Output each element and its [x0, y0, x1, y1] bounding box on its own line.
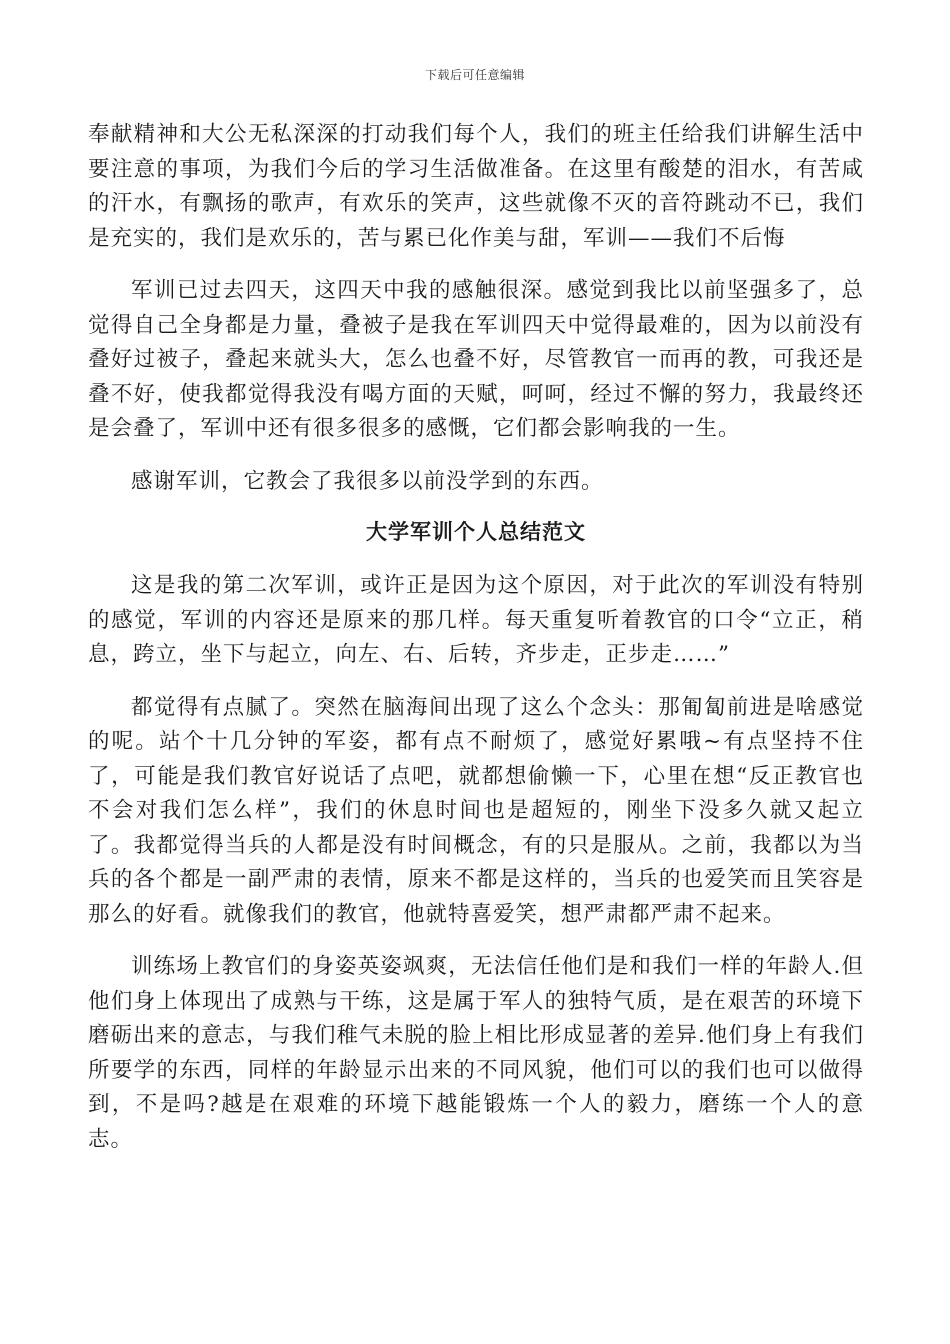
paragraph-1: 奉献精神和大公无私深深的打动我们每个人，我们的班主任给我们讲解生活中要注意的事项，为我们今后的学习生活做准备。在这里有酸楚的泪水，有苦咸的汗水，有飘扬的歌声，有欢乐的笑声，这些就像不灭的音符跳动不已，我们是充实的，我们是欢乐的，苦与累已化作美与甜，军训——我们不后悔 [88, 122, 864, 251]
paragraph-6: 训练场上教官们的身姿英姿飒爽，无法信任他们是和我们一样的年龄人.但他们身上体现出了成熟与干练，这是属于军人的独特气质，是在艰苦的环境下磨砺出来的意志，与我们稚气未脱的脸上相比形成显著的差异.他们身上有我们所要学的东西，同样的年龄显示出来的不同风貌，他们可以的我们也可以做得到，不是吗?越是在艰难的环境下越能锻炼一个人的毅力，磨练一个人的意志。 [88, 954, 864, 1152]
document-body [88, 118, 864, 1175]
paragraph-2: 军训已过去四天，这四天中我的感触很深。感觉到我比以前坚强多了，总觉得自己全身都是力量，叠被子是我在军训四天中觉得最难的，因为以前没有叠好过被子，叠起来就头大，怎么也叠不好，尽管教官一而再的教，可我还是叠不好，使我都觉得我没有喝方面的天赋，呵呵，经过不懈的努力，我最终还是会叠了，军训中还有很多很多的感慨，它们都会影响我的一生。 [88, 278, 864, 441]
section-title: 大学军训个人总结范文 [366, 520, 586, 544]
paragraph-5: 都觉得有点腻了。突然在脑海间出现了这么个念头：那匍匐前进是啥感觉的呢。站个十几分钟的军姿，都有点不耐烦了，感觉好累哦~有点坚持不住了，可能是我们教官好说话了点吧，就都想偷懒一下，心里在想“反正教官也不会对我们怎么样”，我们的休息时间也是超短的，刚坐下没多久就又起立了。我都觉得当兵的人都是没有时间概念，有的只是服从。之前，我都以为当兵的各个都是一副严肃的表情，原来不都是这样的，当兵的也爱笑而且笑容是那么的好看。就像我们的教官，他就特喜爱笑，想严肃都严肃不起来。 [88, 694, 864, 927]
page-header: 下载后可任意编辑 [424, 68, 525, 82]
paragraph-3: 感谢军训，它教会了我很多以前没学到的东西。 [131, 468, 604, 494]
paragraph-4: 这是我的第二次军训，或许正是因为这个原因，对于此次的军训没有特别的感觉，军训的内容还是原来的那几样。每天重复听着教官的口令“立正，稍息，跨立，坐下与起立，向左、右、后转，齐步走，正步走……” [88, 573, 864, 667]
